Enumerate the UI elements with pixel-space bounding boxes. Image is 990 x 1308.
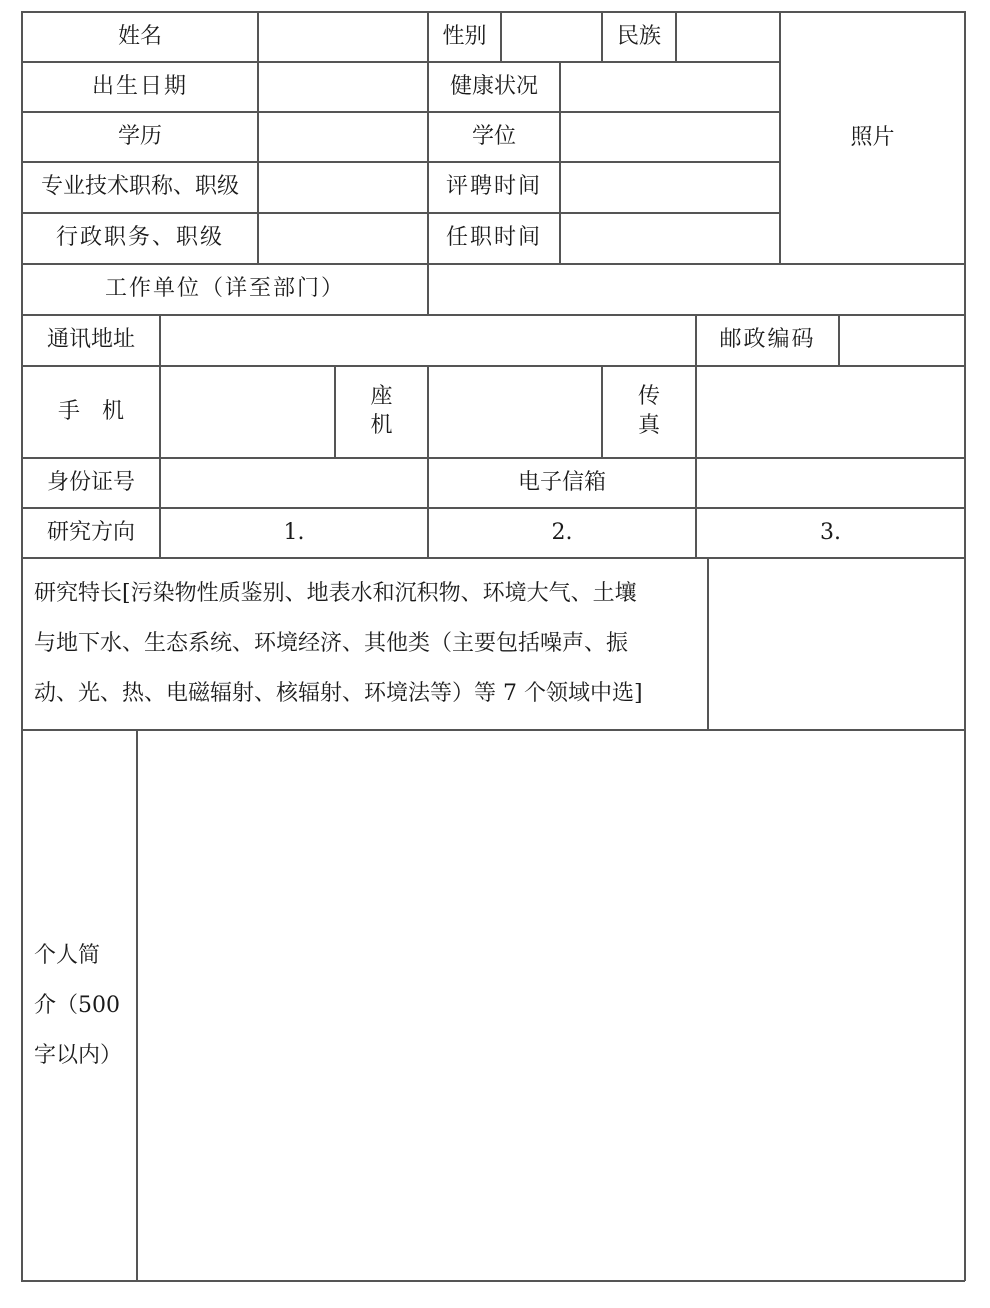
research-specialty-text: [34, 569, 643, 719]
research-direction-1[interactable]: 1.: [283, 519, 305, 545]
table-border-left: [21, 11, 23, 1281]
row-divider: [21, 557, 965, 559]
bio-label-line-3: 字以内）: [34, 1042, 123, 1068]
id-number-field[interactable]: [160, 458, 428, 508]
admin-post-label: 行政职务、职级: [55, 225, 224, 251]
health-field[interactable]: [560, 62, 780, 112]
degree-label: 学位: [471, 123, 516, 149]
research-direction-3[interactable]: 3.: [820, 519, 841, 545]
mobile-label: 手 机: [57, 398, 124, 424]
col-divider: [695, 314, 697, 558]
specialty-line-3: 动、光、热、电磁辐射、核辐射、环境法等）等 7 个领域中选]: [34, 681, 643, 706]
col-divider: [427, 11, 429, 315]
row-divider: [21, 507, 965, 509]
landline-label-line-2: 机: [370, 413, 393, 438]
tenure-time-field[interactable]: [560, 213, 780, 264]
email-label: 电子信箱: [517, 469, 606, 495]
education-field[interactable]: [258, 112, 428, 162]
appointment-time-field[interactable]: [560, 162, 780, 213]
col-divider: [257, 11, 259, 264]
landline-field[interactable]: [428, 366, 602, 458]
col-divider: [334, 365, 336, 458]
row-divider: [21, 314, 965, 316]
gender-label: 性别: [442, 23, 487, 49]
email-field[interactable]: [696, 458, 965, 508]
col-divider: [559, 61, 561, 264]
table-border-bottom: [21, 1280, 965, 1282]
research-specialty-field[interactable]: [708, 558, 965, 730]
research-specialty-label: [22, 558, 708, 730]
birth-date-label: 出生日期: [91, 73, 188, 99]
specialty-line-1: 研究特长[污染物性质鉴别、地表水和沉积物、环境大气、土壤: [34, 581, 637, 606]
row-divider: [21, 729, 965, 731]
landline-label: [335, 366, 428, 458]
appointment-time-label: 评聘时间: [445, 174, 542, 200]
research-direction-2[interactable]: 2.: [551, 519, 573, 545]
specialty-line-2: 与地下水、生态系统、环境经济、其他类（主要包括噪声、振: [34, 631, 629, 656]
photo-area[interactable]: 照片: [850, 124, 895, 150]
gender-field[interactable]: [501, 12, 602, 62]
ethnicity-field[interactable]: [676, 12, 780, 62]
tenure-time-label: 任职时间: [445, 225, 542, 251]
col-divider: [159, 314, 161, 558]
fax-label-line-1: 传: [637, 384, 660, 410]
col-divider: [500, 11, 502, 62]
col-divider: [427, 365, 429, 558]
title-rank-label: 专业技术职称、职级: [40, 174, 239, 200]
work-unit-label: 工作单位（详至部门）: [104, 276, 345, 302]
row-divider: [21, 111, 780, 113]
col-divider: [136, 729, 138, 1281]
birth-date-field[interactable]: [258, 62, 428, 112]
postcode-label: 邮政编码: [719, 327, 816, 353]
table-border-top: [21, 11, 965, 13]
degree-field[interactable]: [560, 112, 780, 162]
col-divider: [601, 11, 603, 62]
name-label: 姓名: [117, 23, 162, 49]
row-divider: [21, 212, 780, 214]
work-unit-field[interactable]: [428, 264, 965, 315]
fax-label: [602, 366, 696, 458]
postcode-field[interactable]: [839, 315, 965, 366]
col-divider: [601, 365, 603, 458]
research-direction-label: 研究方向: [46, 519, 135, 545]
address-field[interactable]: [160, 315, 696, 366]
title-rank-field[interactable]: [258, 162, 428, 213]
education-label: 学历: [117, 123, 162, 149]
address-label: 通讯地址: [46, 327, 135, 353]
col-divider: [707, 557, 709, 730]
row-divider: [21, 263, 965, 265]
name-field[interactable]: [258, 12, 428, 62]
bio-field[interactable]: [137, 730, 965, 1281]
row-divider: [21, 457, 965, 459]
row-divider: [21, 61, 780, 63]
row-divider: [21, 365, 965, 367]
bio-label-line-1: 个人简: [34, 942, 101, 968]
col-divider: [838, 314, 840, 366]
row-divider: [21, 161, 780, 163]
mobile-field[interactable]: [160, 366, 335, 458]
ethnicity-label: 民族: [616, 23, 661, 49]
fax-field[interactable]: [696, 366, 965, 458]
table-border-right: [964, 11, 966, 1281]
health-label: 健康状况: [449, 73, 538, 99]
col-divider: [779, 11, 781, 264]
id-number-label: 身份证号: [46, 469, 135, 495]
bio-label: [22, 730, 137, 1281]
landline-label-line-1: 座: [370, 384, 393, 410]
admin-post-field[interactable]: [258, 213, 428, 264]
fax-label-line-2: 真: [637, 413, 660, 438]
col-divider: [675, 11, 677, 62]
bio-label-line-2: 介（500: [34, 992, 120, 1018]
